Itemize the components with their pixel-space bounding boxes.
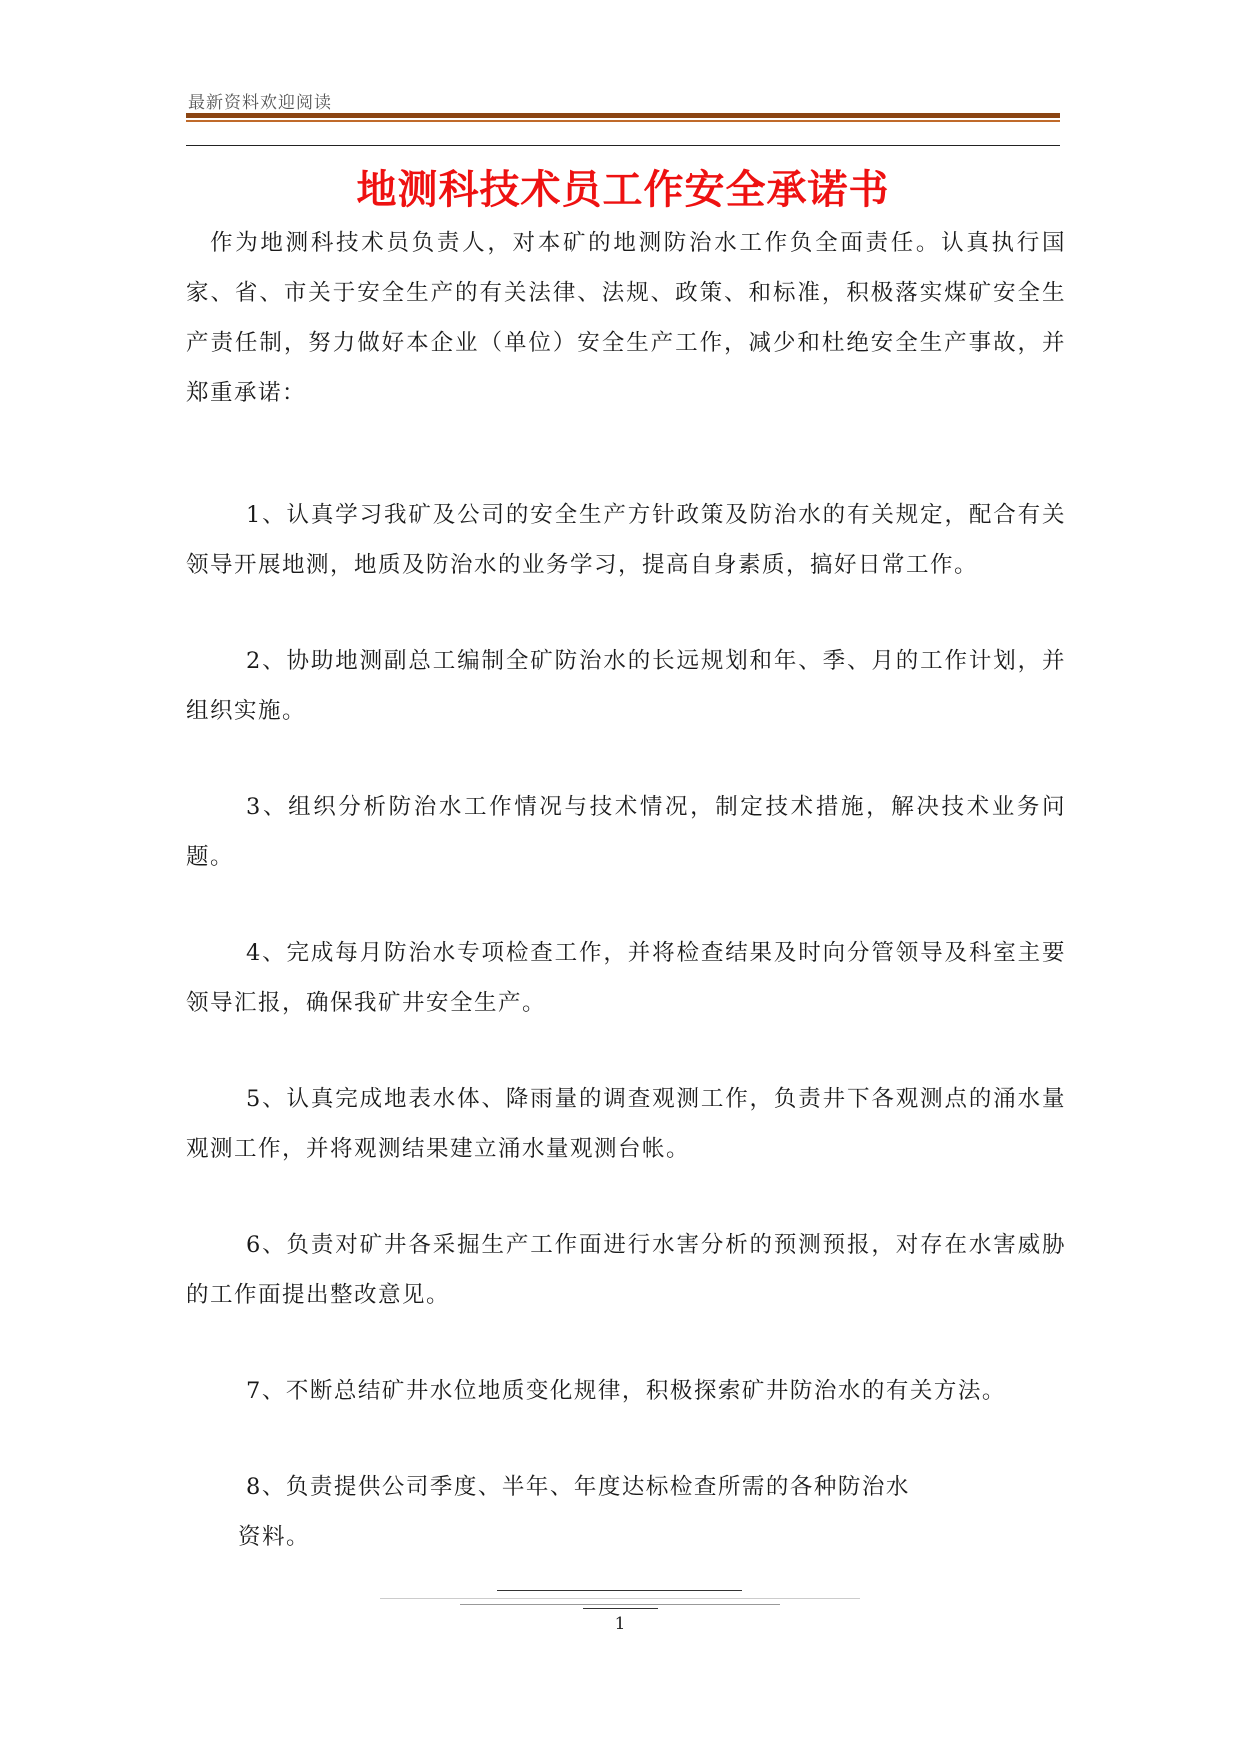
- commitment-item-5: 5、认真完成地表水体、降雨量的调查观测工作，负责井下各观测点的涌水量观测工作，并将观测结果建立涌水量观测台帐。: [186, 1086, 1066, 1162]
- footer-rule-top: [497, 1590, 742, 1591]
- header-text: 最新资料欢迎阅读: [188, 93, 332, 113]
- document-title: 地测科技术员工作安全承诺书: [356, 167, 890, 213]
- commitment-item-1: 1、认真学习我矿及公司的安全生产方针政策及防治水的有关规定，配合有关领导开展地测，地质及防治水的业务学习，提高自身素质，搞好日常工作。: [186, 502, 1066, 578]
- footer-rule-outer: [380, 1598, 860, 1599]
- commitment-item-7: 7、不断总结矿井水位地质变化规律，积极探索矿井防治水的有关方法。: [246, 1378, 1006, 1404]
- intro-paragraph: 作为地测科技术员负责人，对本矿的地测防治水工作负全面责任。认真执行国家、省、市关于安全生产的有关法律、法规、政策、和标准，积极落实煤矿安全生产责任制，努力做好本企业（单位）安全生产工作，减少和杜绝安全生产事故，并郑重承诺：: [186, 230, 1066, 406]
- commitment-item-8-line-2: 资料。: [238, 1524, 311, 1550]
- page-number: 1: [614, 1614, 626, 1634]
- commitment-item-3: 3、组织分析防治水工作情况与技术情况，制定技术措施，解决技术业务问题。: [186, 794, 1066, 870]
- footer-rule-mid: [460, 1604, 780, 1605]
- footer-rule-number: [583, 1608, 658, 1609]
- header-rule-thick: [186, 113, 1060, 118]
- header-rule-thin: [186, 120, 1060, 122]
- commitment-item-2: 2、协助地测副总工编制全矿防治水的长远规划和年、季、月的工作计划，并组织实施。: [186, 648, 1066, 724]
- commitment-item-6: 6、负责对矿井各采掘生产工作面进行水害分析的预测预报，对存在水害威胁的工作面提出整改意见。: [186, 1232, 1066, 1308]
- commitment-item-8-line-1: 8、负责提供公司季度、半年、年度达标检查所需的各种防治水: [246, 1474, 910, 1500]
- document-body: [186, 218, 1066, 1562]
- commitment-item-4: 4、完成每月防治水专项检查工作，并将检查结果及时向分管领导及科室主要领导汇报，确保我矿井安全生产。: [186, 940, 1066, 1016]
- commitment-item-8: [186, 1462, 1066, 1562]
- header-rule-black: [186, 145, 1060, 146]
